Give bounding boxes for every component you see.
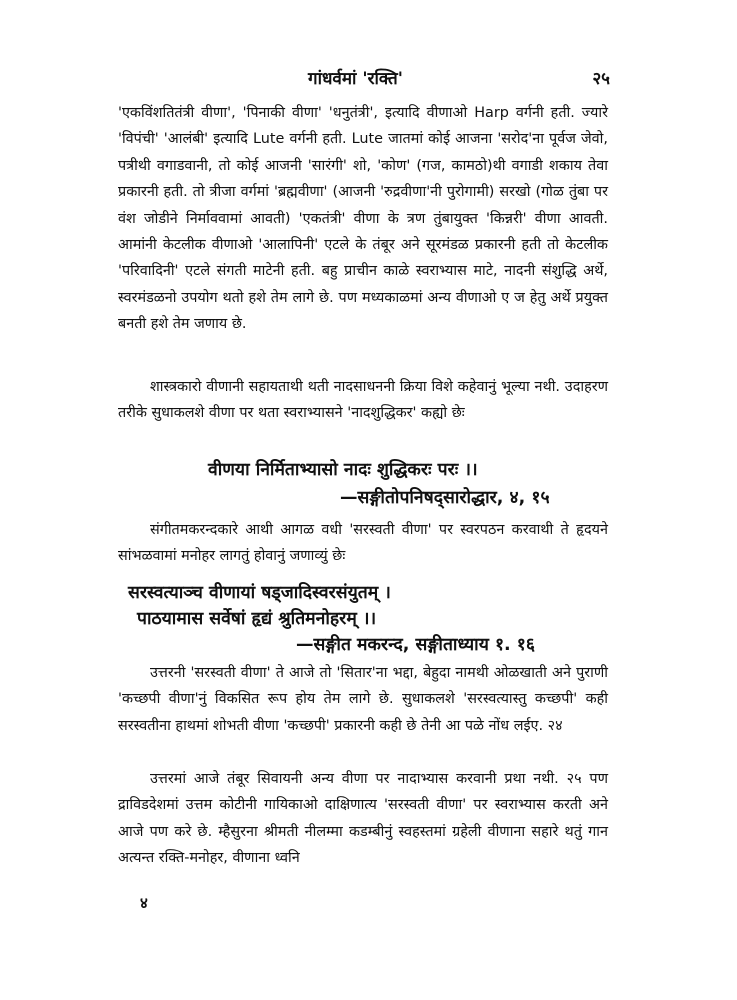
paragraph-uttarma-aaje: उत्तरमां आजे तंबूर सिवायनी अन्य वीणा पर नादाभ्यास करवानी प्रथा नथी. २५ पण द्राविडदेशमां उत्तम कोटीनी गायिकाओ दाक्षिणात्य 'सरस्वती वीणा' पर स्वराभ्यास करती अने आजे पण करे छे. म्हैसुरना श्रीमती नीलम्मा कडम्बीनुं स्वहस्तमां ग्रहेली वीणाना सहारे थतुं गान अत्यन्त रक्ति-मनोहर, वीणाना ध्वनि bbox=[118, 771, 608, 867]
verse-source-sangitopanishad: —सङ्गीतोपनिषद्सारोद्धार, ४, १५ bbox=[340, 488, 550, 508]
running-head: गांधर्वमां 'रक्ति' bbox=[308, 69, 403, 89]
paragraph-shastrakaro: शास्त्रकारो वीणानी सहायताथी थती नादसाधननी क्रिया विशे कहेवानुं भूल्या नथी. उदाहरण तरीके सुधाकलशे वीणा पर थता स्वराभ्यासने 'नादशुद्धिकर' कह्यो छेः bbox=[118, 379, 608, 422]
paragraph-uttarni-sarasvati-vina: उत्तरनी 'सरस्वती वीणा' ते आजे तो 'सितार'ना भद्दा, बेहुदा नामथी ओळखाती अने पुराणी 'कच्छपी वीणा'नुं विकसित रूप होय तेम लागे छे. सुधाकलशे 'सरस्वत्यास्तु कच्छपी' कही सरस्वतीना हाथमां शोभती वीणा 'कच्छपी' प्रकारनी कही छे तेनी आ पळे नोंध लईए. २४ bbox=[118, 665, 608, 734]
paragraph-vina-classes: 'एकविंशतितंत्री वीणा', 'पिनाकी वीणा' 'धनुतंत्री', इत्यादि वीणाओ Harp वर्गनी हती. ज्यारे 'विपंची' 'आलंबी' इत्यादि Lute वर्गनी हती. Lute जातमां कोई आजना 'सरोद'ना पूर्वज जेवो, पत्रीथी वगाडवानी, तो कोई आजनी 'सारंगी' शो, 'कोण' (गज, कामठो)थी वगाडी शकाय तेवा प्रकारनी हती. तो त्रीजा वर्गमां 'ब्रह्मवीणा' (आजनी 'रुद्रवीणा'नी पुरोगामी) सरखो (गोळ तुंबा पर वंश जोडीने निर्माववामां आवती) 'एकतंत्री' वीणा के त्रण तुंबायुक्त 'किन्नरी' वीणा आवती. आमांनी केटलीक वीणाओ 'आलापिनी' एटले के तंबूर अने सूरमंडळ प्रकारनी हती तो केटलीक 'परिवादिनी' एटले संगती माटेनी हती. बहु प्राचीन काळे स्वराभ्यास माटे, नादनी संशुद्धि अर्थे, स्वरमंडळनो उपयोग थतो हशे तेम लागे छे. पण मध्यकाळमां अन्य वीणाओ ए ज हेतु अर्थे प्रयुक्त बनती हशे तेम जणाय छे. bbox=[118, 105, 608, 333]
page-header bbox=[118, 66, 610, 94]
page-number: २५ bbox=[592, 69, 610, 89]
verse-sarasvatyam-line-2: पाठयामास सर्वेषां हृद्यं श्रुतिमनोहरम् ।। bbox=[137, 609, 377, 629]
paragraph-sangitamakarand: संगीतमकरन्दकारे आथी आगळ वधी 'सरस्वती वीणा' पर स्वरपठन करवाथी ते हृदयने सांभळवामां मनोहर लागतुं होवानुं जणाव्युं छेः bbox=[118, 522, 608, 565]
verse-sarasvatyam-line-1: सरस्वत्याञ्च वीणायां षड्जादिस्वरसंयुतम् । bbox=[128, 583, 391, 603]
verse-source-sangita-makarand: —सङ्गीत मकरन्द, सङ्गीताध्याय १. १६ bbox=[296, 635, 536, 655]
verse-sangitopanishad: वीणया निर्मिताभ्यासो नादः शुद्धिकरः परः ।। bbox=[208, 460, 478, 480]
signature-mark: ४ bbox=[140, 894, 148, 912]
